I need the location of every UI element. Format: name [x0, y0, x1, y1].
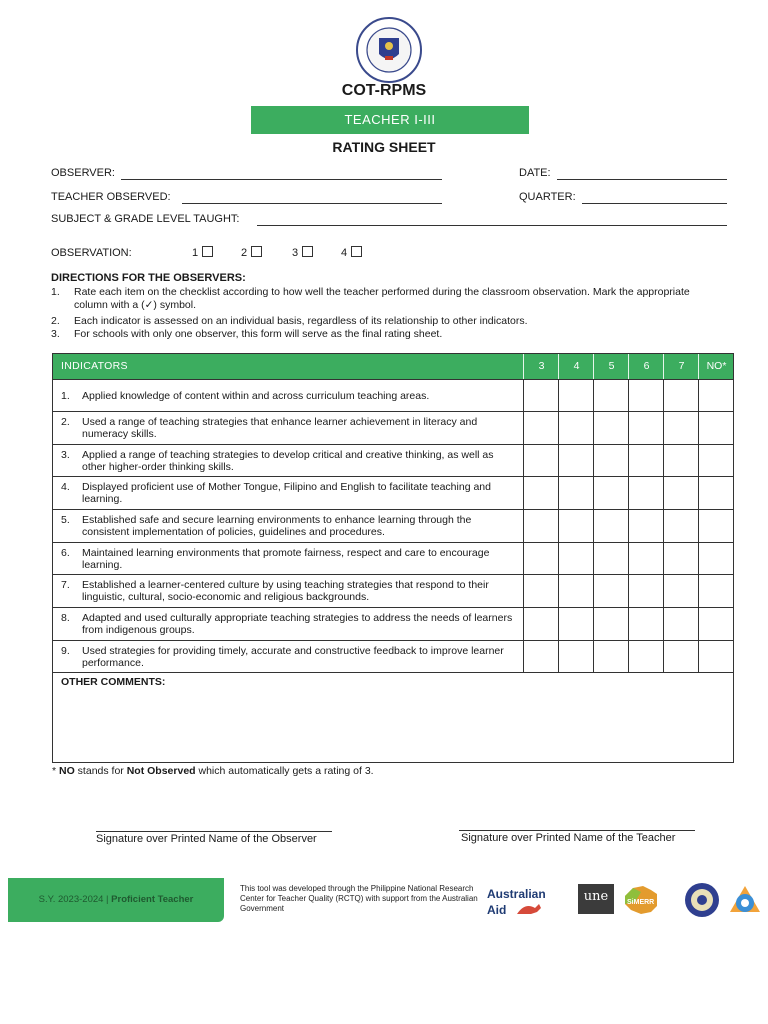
direction-item: 3. For schools with only one observer, this form will serve as the final rating sheet.: [51, 328, 443, 340]
table-row: 7. Established a learner-centered culture by using teaching strategies that respond to their linguistic, cultural, socio-economic and religious backgrounds.: [53, 574, 733, 607]
date-label: DATE:: [519, 167, 551, 179]
simerr-australia-map-logo: [621, 882, 661, 918]
column-header-4: 4: [558, 354, 594, 379]
teacher-observed-label: TEACHER OBSERVED:: [51, 191, 171, 203]
australian-aid-logo: [487, 884, 567, 920]
column-header-no: NO*: [698, 354, 734, 379]
rating-column-no[interactable]: [698, 379, 733, 672]
svg-text:Australian: Australian: [487, 887, 546, 901]
table-header: [53, 354, 733, 379]
column-header-5: 5: [593, 354, 629, 379]
date-field[interactable]: [557, 179, 727, 180]
une-logo: une: [578, 884, 614, 914]
column-header-7: 7: [663, 354, 699, 379]
teacher-level-banner: TEACHER I-III: [251, 106, 529, 134]
subject-grade-field[interactable]: [257, 225, 727, 226]
other-comments-label: OTHER COMMENTS:: [61, 676, 166, 688]
svg-text:Aid: Aid: [487, 903, 507, 917]
table-row: 3. Applied a range of teaching strategies to develop critical and creative thinking, as well as other higher-order thinking skills.: [53, 444, 733, 476]
observation-label: OBSERVATION:: [51, 247, 132, 259]
teacher-signature-line[interactable]: [459, 830, 695, 831]
svg-text:SiMERR: SiMERR: [627, 899, 655, 906]
checkbox[interactable]: [351, 246, 362, 257]
rating-column-6[interactable]: [628, 379, 663, 672]
subject-grade-label: SUBJECT & GRADE LEVEL TAUGHT:: [51, 213, 240, 225]
indicators-table: [52, 353, 734, 763]
teacher-signature-label: Signature over Printed Name of the Teacher: [461, 832, 676, 844]
form-title: COT-RPMS: [341, 82, 427, 99]
form-subtitle: RATING SHEET: [332, 139, 436, 155]
school-year-badge: S.Y. 2023-2024 | Proficient Teacher: [8, 878, 224, 922]
table-row: 9. Used strategies for providing timely, accurate and constructive feedback to improve learner performance.: [53, 640, 733, 672]
table-row: 6. Maintained learning environments that promote fairness, respect and care to encourage learning.: [53, 542, 733, 574]
rating-column-3[interactable]: [523, 379, 558, 672]
directions-heading: DIRECTIONS FOR THE OBSERVERS:: [51, 272, 246, 284]
partner-logo: [726, 882, 764, 918]
observer-signature-line[interactable]: [96, 831, 332, 832]
footnote: * NO stands for Not Observed which automatically gets a rating of 3.: [52, 765, 374, 777]
rating-column-5[interactable]: [593, 379, 628, 672]
observer-field[interactable]: [121, 179, 442, 180]
checkbox[interactable]: [302, 246, 313, 257]
credit-text: This tool was developed through the Philippine National Research Center for Teacher Quality (RCTQ) with support from the Australian Government: [240, 884, 478, 913]
quarter-field[interactable]: [582, 203, 727, 204]
table-row: 1. Applied knowledge of content within and across curriculum teaching areas.: [53, 379, 733, 411]
checkbox[interactable]: [202, 246, 213, 257]
observer-label: OBSERVER:: [51, 167, 115, 179]
quarter-label: QUARTER:: [519, 191, 576, 203]
observer-signature-label: Signature over Printed Name of the Observer: [96, 833, 317, 845]
direction-item: 1. Rate each item on the checklist according to how well the teacher performed during the classroom observation. Mark the appropriate column with a (✓) symbol.: [51, 286, 690, 311]
observation-option-1[interactable]: 1: [192, 246, 213, 259]
table-row: 4. Displayed proficient use of Mother Tongue, Filipino and English to facilitate teaching and learning.: [53, 476, 733, 509]
observation-option-3[interactable]: 3: [292, 246, 313, 259]
other-comments-box[interactable]: [53, 672, 733, 763]
table-row: 2. Used a range of teaching strategies that enhance learner achievement in literacy and numeracy skills.: [53, 411, 733, 444]
table-row: 8. Adapted and used culturally appropriate teaching strategies to address the needs of learners from indigenous groups.: [53, 607, 733, 640]
indicators-header: INDICATORS: [61, 360, 128, 372]
deped-seal-logo: [349, 16, 429, 84]
table-row: 5. Established safe and secure learning environments to enhance learning through the consistent implementation of policies, guidelines and procedures.: [53, 509, 733, 542]
teacher-observed-field[interactable]: [182, 203, 442, 204]
observation-option-4[interactable]: 4: [341, 246, 362, 259]
direction-item: 2. Each indicator is assessed on an individual basis, regardless of its relationship to other indicators.: [51, 315, 528, 327]
rating-column-4[interactable]: [558, 379, 593, 672]
rating-column-7[interactable]: [663, 379, 698, 672]
rctq-seal-logo: [684, 882, 720, 918]
observation-option-2[interactable]: 2: [241, 246, 262, 259]
column-header-6: 6: [628, 354, 664, 379]
checkbox[interactable]: [251, 246, 262, 257]
column-header-3: 3: [523, 354, 559, 379]
